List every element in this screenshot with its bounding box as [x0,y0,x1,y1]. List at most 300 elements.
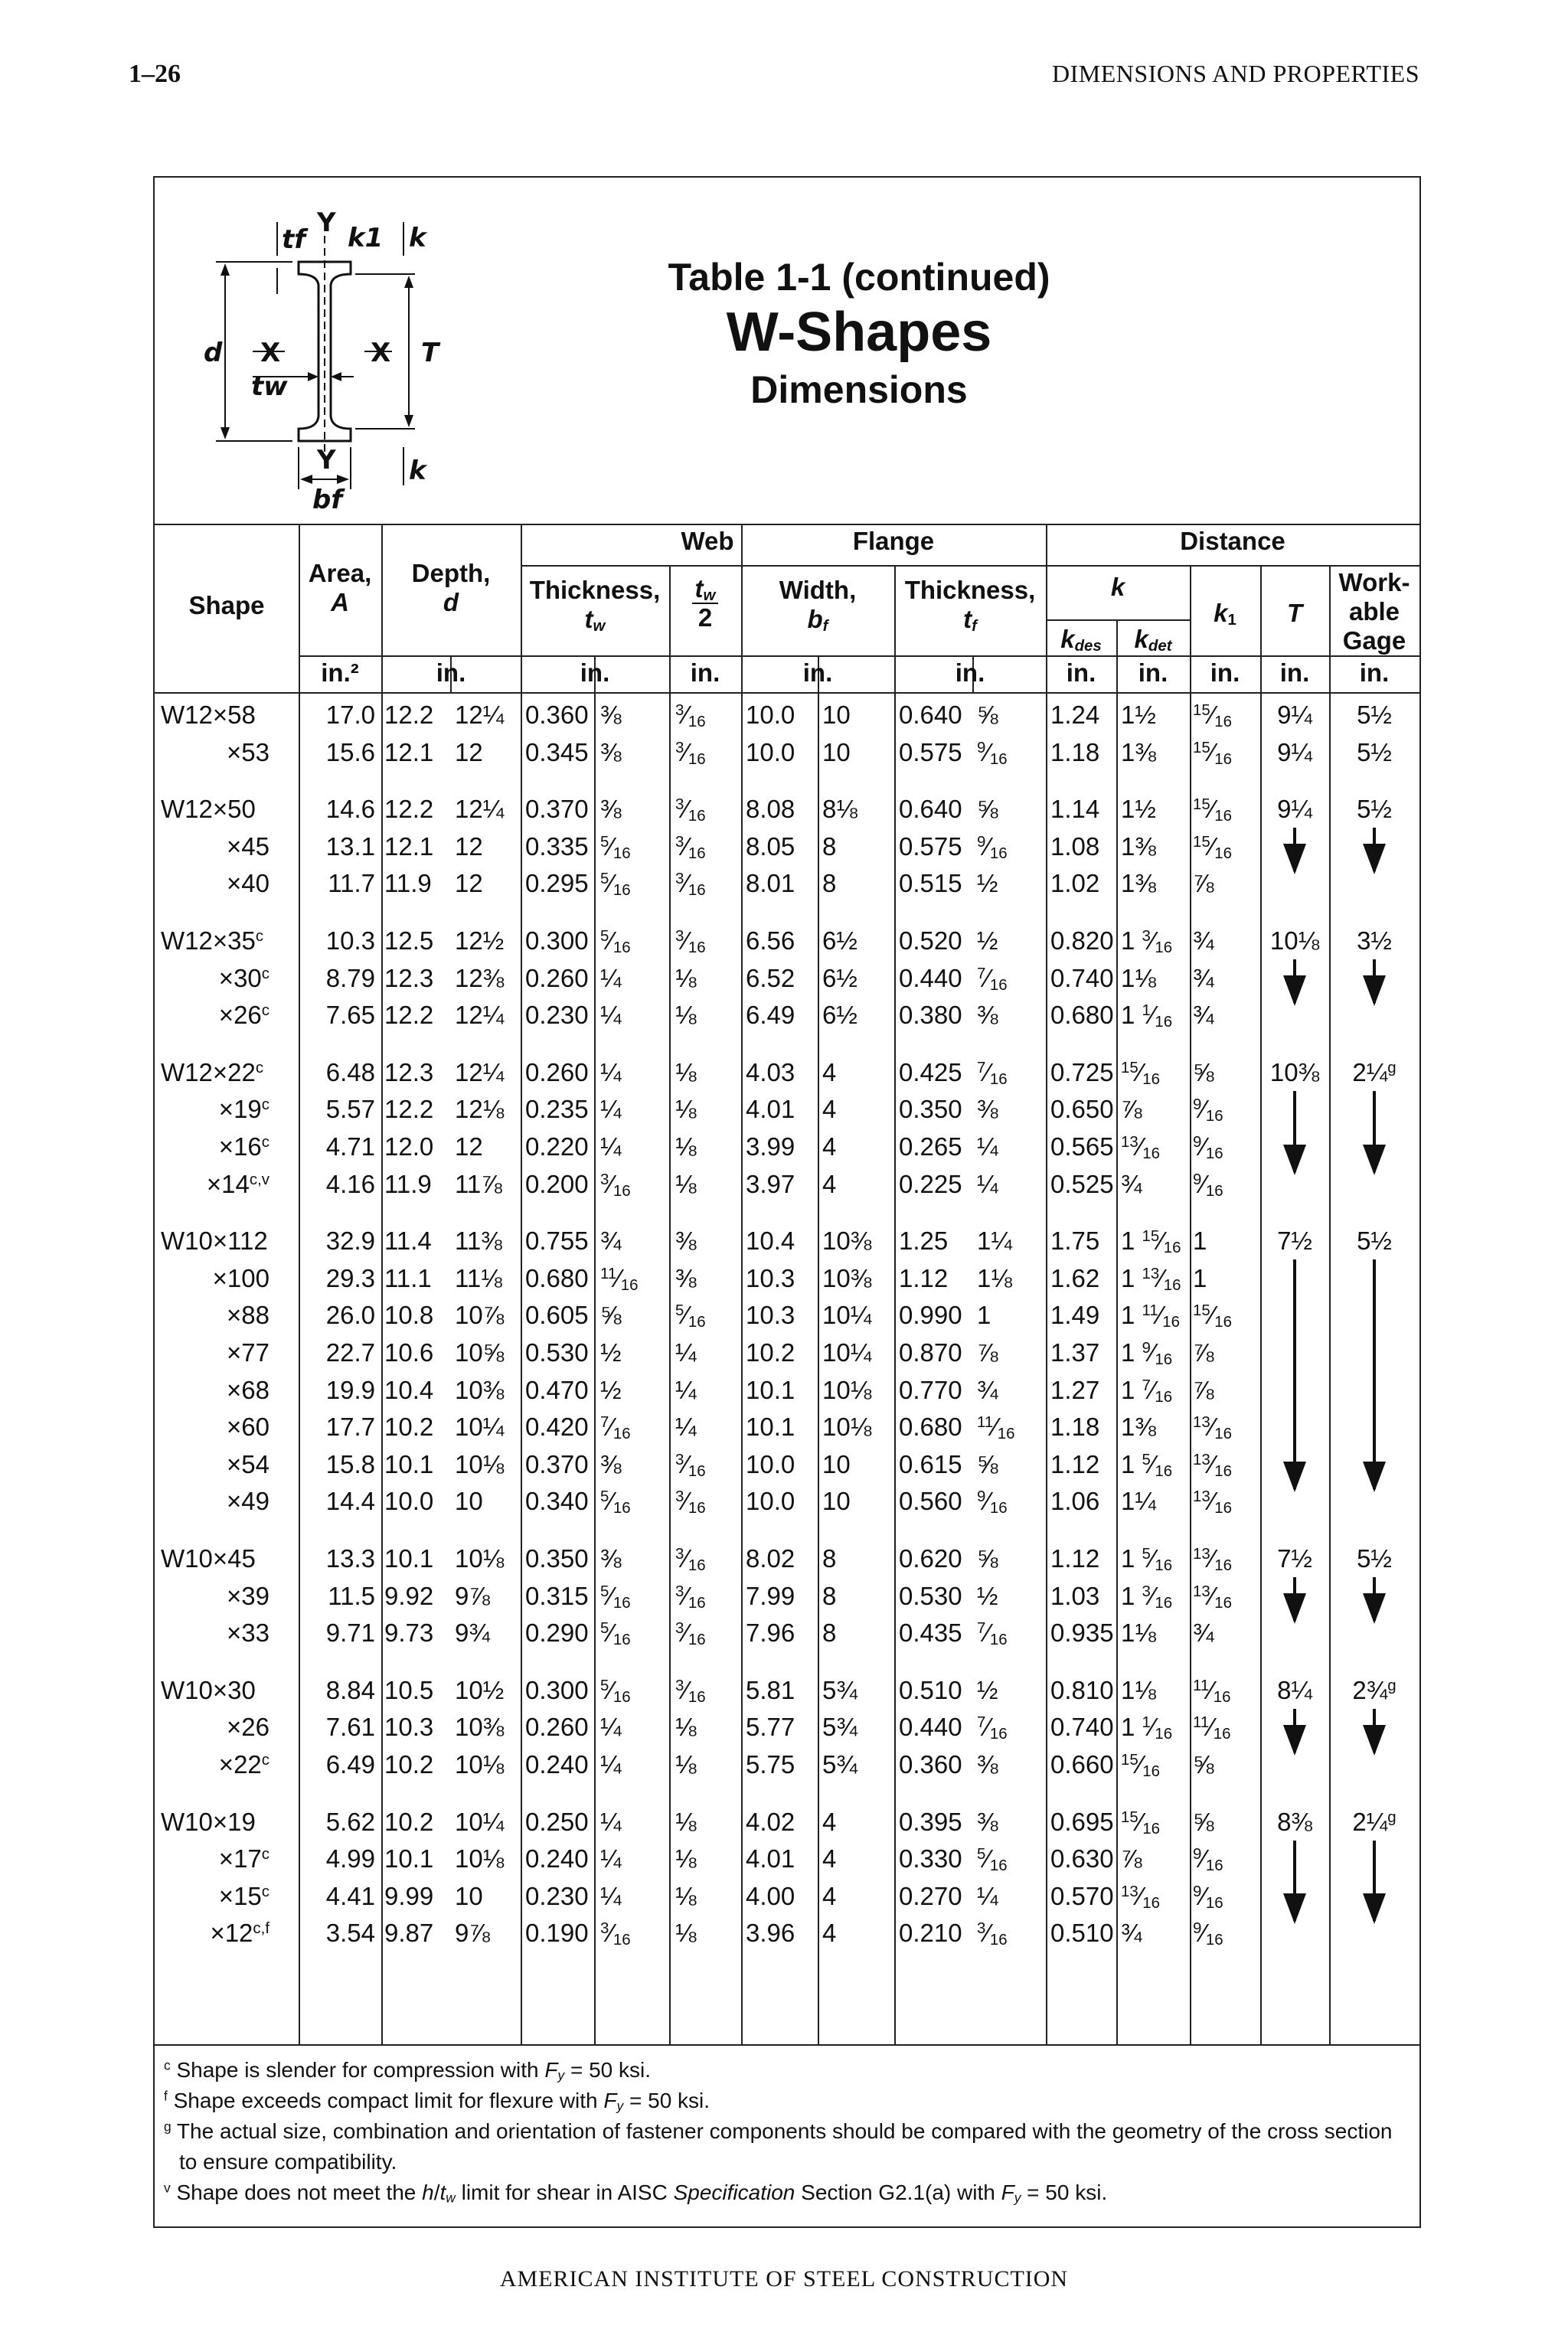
table-cell: 0.350 [525,1544,589,1573]
table-cell: 12.2 [384,1001,434,1030]
table-cell: 10.3 [325,926,375,955]
table-cell: 10.4 [746,1227,795,1256]
table-cell: ¼ [600,1713,622,1742]
table-cell: 1¼ [1121,1487,1156,1516]
table-cell: 4.02 [746,1807,795,1836]
table-cell: ⅜ [600,737,622,766]
header-flange-thickness: Thickness, $t_f$ [904,576,1036,635]
header-kdet: $k_{det}$ [1134,625,1172,655]
table-cell: $^7⁄_{16}$ [600,1413,631,1443]
table-cell: 4.03 [746,1057,795,1086]
table-cell: ⅞ [1193,1375,1214,1404]
col-line [1190,565,1191,2044]
table-cell: $^3⁄_{16}$ [675,737,706,768]
table-cell: $^3⁄_{16}$ [675,926,706,957]
continuation-arrow [1293,1091,1296,1172]
table-cell: 1⅜ [1121,831,1156,861]
header-flange: Flange [852,527,935,555]
col-line [594,655,596,2044]
table-cell: ¼ [675,1375,697,1404]
table-cell: 10⅜ [1269,1057,1320,1086]
table-cell: ⅝ [977,1544,998,1573]
header-depth: Depth, d [411,559,491,616]
table-cell: 7.65 [325,1001,375,1030]
table-cell: 10.2 [384,1413,434,1442]
table-cell: 10.2 [746,1338,795,1367]
table-cell: 10½ [455,1675,505,1704]
label-x-left: X [260,338,281,368]
table-cell: 0.695 [1050,1807,1114,1836]
table-cell: 8.02 [746,1544,795,1573]
table-cell: 2¼$^g$ [1352,1057,1396,1086]
table-cell: 4.01 [746,1095,795,1124]
table-cell: 12¼ [455,1057,505,1086]
table-cell: 1⅛ [1121,1619,1156,1648]
header-web-thickness: Thickness, $t_w$ [529,576,661,635]
table-cell: 1½ [1121,795,1156,824]
table-cell: 12.2 [384,1095,434,1124]
table-cell: 0.575 [899,737,962,766]
table-cell: 0.530 [525,1338,589,1367]
label-k-bottom: k [409,456,426,486]
table-row-shape: W10×45 [161,1544,256,1573]
table-cell: $^3⁄_{16}$ [675,1544,706,1575]
table-cell: ⅛ [675,1919,697,1948]
table-cell: 0.260 [525,1057,589,1086]
table-cell: 0.520 [899,926,962,955]
table-cell: 0.575 [899,831,962,861]
continuation-arrow [1293,1841,1296,1922]
table-cell: 0.190 [525,1919,589,1948]
table-cell: 0.740 [1050,963,1114,992]
table-cell: ¾ [977,1375,998,1404]
table-cell: 29.3 [325,1263,375,1292]
table-cell: 0.525 [1050,1169,1114,1198]
table-cell: 0.295 [525,869,589,898]
table-cell: ¼ [600,1750,622,1779]
table-cell: 4.71 [325,1132,375,1161]
table-cell: 0.470 [525,1375,589,1404]
table-cell: $^3⁄_{16}$ [675,795,706,825]
table-cell: $^5⁄_{16}$ [600,869,631,900]
table-cell: 2¾$^g$ [1352,1675,1396,1704]
table-cell: 26.0 [325,1301,375,1330]
table-cell: 0.380 [899,1001,962,1030]
table-cell: ½ [600,1375,622,1404]
header-unit: in. [1210,658,1240,687]
table-cell: 0.345 [525,737,589,766]
table-cell: $^3⁄_{16}$ [675,1619,706,1649]
table-cell: 10⅛ [455,1844,505,1873]
table-cell: 3.99 [746,1132,795,1161]
table-cell: ⅛ [675,1169,697,1198]
table-cell: $^7⁄_{16}$ [977,1057,1008,1088]
table-row-shape: W10×112 [161,1227,268,1256]
table-cell: 0.820 [1050,926,1114,955]
label-bf: bf [312,485,343,515]
table-cell: 0.360 [525,701,589,729]
table-cell: 0.250 [525,1807,589,1836]
table-cell: 0.425 [899,1057,962,1086]
table-cell: 8.01 [746,869,795,898]
table-cell: 4 [822,1844,837,1873]
continuation-arrow [1293,1577,1296,1621]
table-cell: 10 [822,1487,851,1516]
table-cell: ⅞ [1193,1338,1214,1367]
table-cell: 0.360 [899,1750,962,1779]
table-cell: 12 [455,737,483,766]
continuation-arrow [1373,1709,1376,1753]
table-cell: 1.49 [1050,1301,1100,1330]
table-cell: ⅛ [675,1057,697,1086]
table-cell: 8 [822,869,837,898]
table-cell: 10 [822,1449,851,1478]
table-cell: $^9⁄_{16}$ [1193,1132,1223,1163]
table-cell: 12.3 [384,963,434,992]
table-cell: 1⅜ [1121,737,1156,766]
continuation-arrow [1373,1577,1376,1621]
table-cell: $^9⁄_{16}$ [977,1487,1008,1517]
units-top-line [299,655,1419,657]
header-web: Web [681,527,734,555]
table-cell: 10.5 [384,1675,434,1704]
table-cell: 1.25 [899,1227,949,1256]
table-cell: 11.9 [384,869,432,898]
note-g-cont: to ensure compatibility. [179,2150,397,2174]
col-line [741,524,743,2044]
table-cell: ¼ [600,1001,622,1030]
table-cell: $^9⁄_{16}$ [1193,1169,1223,1200]
label-tf: tf [282,224,306,255]
table-cell: 17.0 [325,701,375,729]
table-cell: 12 [455,869,483,898]
table-row-shape: $W12\times 22^c$ [161,1057,264,1086]
table-cell: 2¼$^g$ [1352,1807,1396,1836]
table-cell: 12.0 [384,1132,434,1161]
table-cell: 11⅜ [455,1227,502,1256]
header-unit: in. [802,658,833,687]
table-cell: 10⅛ [455,1544,505,1573]
table-cell: 6.49 [746,1001,795,1030]
table-cell: 0.510 [899,1675,962,1704]
table-cell: 4 [822,1807,837,1836]
table-cell: 10⅛ [822,1375,872,1404]
table-cell: 17.7 [325,1413,375,1442]
table-cell: ⅜ [977,1807,998,1836]
continuation-arrow [1373,1091,1376,1172]
table-cell: $^{13}⁄_{16}$ [1121,1881,1160,1912]
table-cell: ¼ [675,1413,697,1442]
table-cell: 1½ [1121,701,1156,729]
table-cell: $^5⁄_{16}$ [600,1619,631,1649]
table-cell: 0.230 [525,1001,589,1030]
table-cell: 0.225 [899,1169,962,1198]
table-cell: 1 [1193,1263,1207,1292]
col-line [1116,619,1118,2044]
table-cell: 4 [822,1881,837,1910]
table-cell: 12¼ [455,1001,505,1030]
table-cell: 12 [455,831,483,861]
table-cell: 0.290 [525,1619,589,1648]
table-cell: 9¼ [1277,737,1312,766]
table-cell: $^{13}⁄_{16}$ [1193,1449,1232,1480]
table-cell: 0.640 [899,795,962,824]
table-cell: 0.810 [1050,1675,1114,1704]
table-cell: 9¼ [1277,795,1312,824]
table-cell: 9.92 [384,1581,434,1610]
table-cell: 0.340 [525,1487,589,1516]
table-cell: $^{13}⁄_{16}$ [1121,1132,1160,1163]
table-cell: ⅛ [675,1095,697,1124]
header-k: k [1110,573,1125,601]
table-cell: 6½ [822,1001,858,1030]
table-cell: 0.240 [525,1844,589,1873]
col-line [381,524,383,2044]
label-y-top: Y [317,207,336,238]
table-row-shape: ×26 [227,1713,270,1742]
table-cell: 10⅛ [822,1413,872,1442]
label-d: d [204,338,223,368]
table-cell: 0.260 [525,963,589,992]
table-cell: ⅜ [675,1227,697,1256]
table-cell: ½ [977,869,998,898]
table-cell: 10.8 [384,1301,434,1330]
table-cell: 10.1 [384,1844,434,1873]
table-row-shape: ×49 [227,1487,270,1516]
page-footer: AMERICAN INSTITUTE OF STEEL CONSTRUCTION [499,2266,1069,2292]
table-cell: $^{13}⁄_{16}$ [1193,1413,1232,1443]
table-row-shape: ×88 [227,1301,270,1330]
table-cell: ⅛ [675,1844,697,1873]
table-cell: 4.99 [325,1844,375,1873]
table-cell: 8 [822,831,837,861]
table-cell: $^7⁄_{16}$ [977,1713,1008,1743]
table-row-shape: W12×58 [161,701,256,729]
table-cell: 10.6 [384,1338,434,1367]
page-number: 1–26 [129,60,181,88]
table-cell: $^7⁄_{16}$ [977,1619,1008,1649]
continuation-arrow [1293,1709,1296,1753]
table-cell: 10¼ [822,1338,872,1367]
table-cell: $^{11}⁄_{16}$ [1193,1713,1231,1743]
table-cell: 1.06 [1050,1487,1100,1516]
table-cell: 12¼ [455,795,505,824]
table-cell: 7½ [1277,1227,1312,1256]
table-cell: 0.300 [525,1675,589,1704]
table-cell: 8.05 [746,831,795,861]
continuation-arrow [1373,828,1376,871]
table-cell: 12¼ [455,701,505,729]
table-cell: ⅝ [977,701,998,729]
table-cell: 1 $^5⁄_{16}$ [1121,1449,1173,1480]
header-gage: Work- able Gage [1338,568,1410,655]
table-cell: 1 $^1⁄_{16}$ [1121,1001,1173,1031]
table-cell: 0.330 [899,1844,962,1873]
table-cell: $^3⁄_{16}$ [675,1581,706,1612]
table-cell: ¾ [1121,1169,1142,1198]
table-row-shape: $\times 15^c$ [218,1881,270,1910]
table-cell: 9.71 [325,1619,375,1648]
table-cell: 15.6 [325,737,375,766]
table-cell: 1 $^1⁄_{16}$ [1121,1713,1173,1743]
table-cell: 10⅜ [822,1227,872,1256]
table-cell: 5½ [1357,737,1392,766]
table-cell: 0.640 [899,701,962,729]
col-line [894,565,896,2044]
table-cell: $^{15}⁄_{16}$ [1193,795,1232,825]
table-cell: 13.3 [325,1544,375,1573]
table-cell: ⅝ [1193,1807,1214,1836]
table-cell: 0.200 [525,1169,589,1198]
table-cell: ⅜ [600,701,622,729]
table-cell: 0.440 [899,1713,962,1742]
table-cell: 1.03 [1050,1581,1100,1610]
table-cell: 0.725 [1050,1057,1114,1086]
table-cell: 6½ [822,926,858,955]
table-cell: ⅝ [977,795,998,824]
label-y-bottom: Y [317,445,336,475]
table-row-shape: $\times 26^c$ [218,1001,270,1030]
table-row-shape: $\times 16^c$ [218,1132,270,1161]
table-cell: 10.1 [746,1375,795,1404]
continuation-arrow [1293,828,1296,871]
note-v: $^v$ Shape does not meet the $h/t_w$ limit for shear in AISC Specification Section G2.1(a) with $F_y = 50$ ksi. [164,2180,1108,2206]
table-cell: 10.0 [384,1487,434,1516]
table-cell: 10.3 [384,1713,434,1742]
table-cell: 8¼ [1277,1675,1312,1704]
table-cell: ¼ [977,1881,998,1910]
table-cell: 0.605 [525,1301,589,1330]
table-row-shape: $\times 14^{c,v}$ [206,1169,270,1198]
table-cell: 0.510 [1050,1919,1114,1948]
table-cell: 1 $^3⁄_{16}$ [1121,1581,1173,1612]
table-row-shape: $W12\times 35^c$ [161,926,264,955]
table-cell: ¾ [600,1227,622,1256]
table-cell: 1.12 [899,1263,949,1292]
table-cell: ½ [977,926,998,955]
label-k1: k1 [348,223,384,253]
table-cell: 5.62 [325,1807,375,1836]
table-cell: ¾ [1193,1619,1214,1648]
table-row-shape: ×45 [227,831,270,861]
table-cell: 12⅜ [455,963,505,992]
table-cell: ¼ [977,1132,998,1161]
table-cell: ⅛ [675,1750,697,1779]
table-cell: 10.2 [384,1807,434,1836]
continuation-arrow [1373,959,1376,1003]
table-cell: $^5⁄_{16}$ [600,831,631,862]
table-cell: $^5⁄_{16}$ [600,1675,631,1706]
table-cell: $^5⁄_{16}$ [675,1301,706,1331]
table-cell: 1.24 [1050,701,1100,729]
header-unit: in. [1138,658,1168,687]
table-cell: 6.49 [325,1750,375,1779]
table-cell: 1.18 [1050,1413,1100,1442]
table-cell: 1 $^{15}⁄_{16}$ [1121,1227,1181,1257]
table-cell: ⅜ [600,1544,622,1573]
header-T: T [1286,599,1303,627]
header-unit: in.² [321,658,359,687]
table-cell: $^9⁄_{16}$ [1193,1919,1223,1949]
table-cell: 5¾ [822,1713,858,1742]
table-cell: 10.0 [746,1487,795,1516]
note-g: $^g$ The actual size, combination and orientation of fastener components should be compared with the geometry of the cross section [164,2118,1393,2143]
k-line [1046,619,1190,621]
table-cell: 6.52 [746,963,795,992]
table-cell: 10.0 [746,737,795,766]
table-cell: 11.5 [328,1581,375,1610]
table-cell: 22.7 [325,1338,375,1367]
table-cell: ¼ [600,1881,622,1910]
table-cell: 10.1 [746,1413,795,1442]
table-cell: 0.370 [525,1449,589,1478]
table-cell: $^7⁄_{16}$ [977,963,1008,994]
table-cell: 19.9 [325,1375,375,1404]
table-cell: 0.935 [1050,1619,1114,1648]
table-cell: 8⅛ [822,795,858,824]
table-cell: 10.1 [384,1449,434,1478]
running-head: DIMENSIONS AND PROPERTIES [1052,60,1419,87]
table-cell: 0.755 [525,1227,589,1256]
table-cell: 0.990 [899,1301,962,1330]
table-cell: 3½ [1357,926,1392,955]
table-cell: 4.01 [746,1844,795,1873]
table-cell: 8⅜ [1277,1807,1312,1836]
table-cell: 0.220 [525,1132,589,1161]
table-cell: 14.6 [325,795,375,824]
table-cell: ⅜ [977,1095,998,1124]
table-cell: ¾ [1193,963,1214,992]
table-cell: 1.12 [1050,1544,1100,1573]
table-cell: 10¼ [455,1807,505,1836]
table-cell: 0.660 [1050,1750,1114,1779]
title-line-1: Table 1-1 (continued) [668,256,1050,299]
header-shape: Shape [188,591,265,619]
table-cell: 9⅞ [455,1581,490,1610]
table-cell: 9⅞ [455,1919,490,1948]
table-row-shape: W10×19 [161,1807,256,1836]
table-row-shape: ×60 [227,1413,270,1442]
table-cell: 1⅜ [1121,869,1156,898]
table-cell: $^{15}⁄_{16}$ [1193,737,1232,768]
table-cell: ¾ [1121,1919,1142,1948]
label-T: T [421,338,439,368]
table-row-shape: ×33 [227,1619,270,1648]
table-cell: 10⅞ [455,1301,505,1330]
continuation-arrow [1373,1841,1376,1922]
table-cell: 5½ [1357,1227,1392,1256]
table-cell: ¼ [600,1844,622,1873]
label-x-right: X [371,338,391,368]
header-flange-width: Width, $b_f$ [779,576,857,635]
table-cell: 0.420 [525,1413,589,1442]
table-cell: 15.8 [325,1449,375,1478]
table-cell: 0.770 [899,1375,962,1404]
table-cell: 0.870 [899,1338,962,1367]
table-cell: ⅜ [600,1449,622,1478]
table-cell: 0.260 [525,1713,589,1742]
table-cell: $^5⁄_{16}$ [600,1581,631,1612]
table-cell: ⅝ [1193,1750,1214,1779]
table-cell: 7.99 [746,1581,795,1610]
col-line [669,565,671,2044]
table-cell: 6.48 [325,1057,375,1086]
table-cell: 12.2 [384,795,434,824]
title-line-3: Dimensions [750,368,968,411]
table-row-shape: ×40 [227,869,270,898]
table-cell: 32.9 [325,1227,375,1256]
table-cell: 1.75 [1050,1227,1100,1256]
